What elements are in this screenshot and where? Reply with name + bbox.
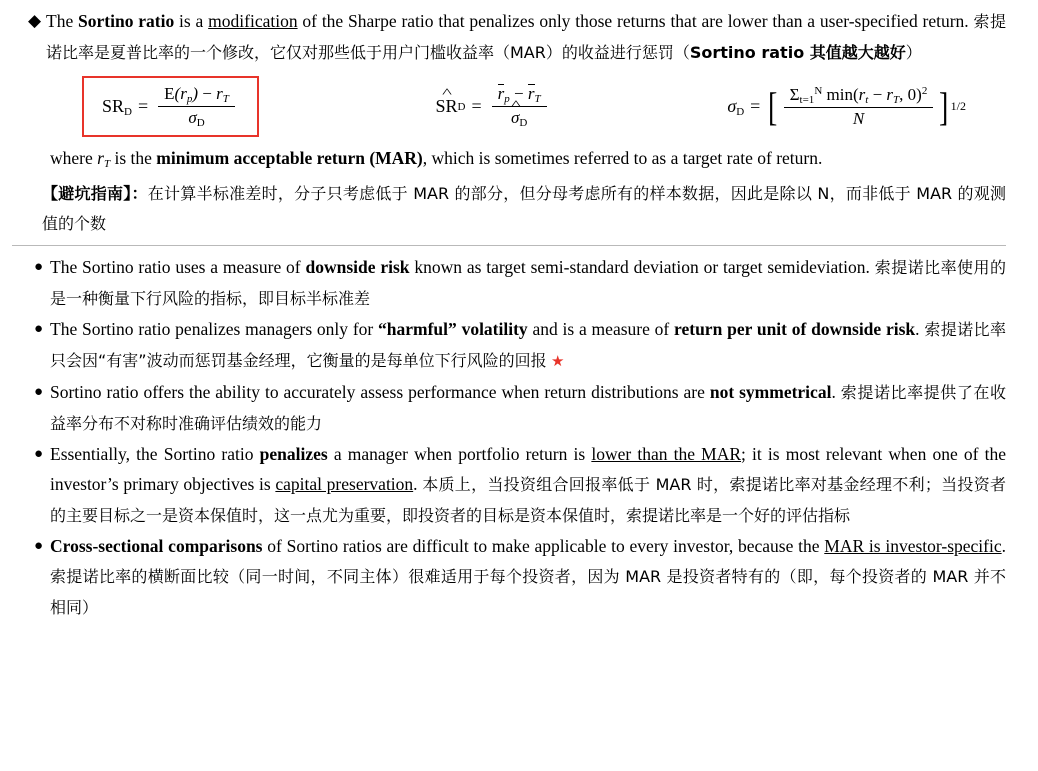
where-symbol: r [97, 148, 104, 168]
top-bold-sortino: Sortino ratio [78, 11, 175, 31]
seg-chinese: 索提诺比率的横断面比较（同一时间，不同主体）很难适用于每个投资者，因为 MAR 是投资者特有的（即，每个投资者的 MAR 并不相同） [50, 567, 1006, 617]
seg-chinese: 索提诺比率只会因“有害”波动而惩罚基金经理，它衡量的是每单位下行风险的回报 [50, 320, 1006, 370]
seg-text: and is a measure of [527, 319, 675, 339]
formula-1: $SR_D$ = $\frac{E(r_p) - r_T}{\sigma_D}$ [102, 84, 239, 129]
list-item-text [50, 531, 1006, 623]
bullet-list [12, 252, 1006, 623]
seg-bold: not symmetrical [709, 382, 832, 402]
tip-paragraph [12, 179, 1006, 239]
where-symbol-sub: T [103, 158, 111, 170]
list-item-text [50, 252, 1006, 314]
top-chinese-2: ） [905, 43, 922, 62]
top-chinese-1: 索提诺比率是夏普比率的一个修改，它仅对那些低于用户门槛收益率（MAR）的收益进行惩罚（ [46, 12, 1006, 62]
list-item [12, 252, 1006, 314]
list-item [12, 531, 1006, 623]
seg-text: of Sortino ratios are difficult to make applicable to every investor, because the [262, 536, 825, 556]
seg-text: . [831, 382, 841, 402]
tip-body: 在计算半标准差时，分子只考虑低于 MAR 的部分，但分母考虑所有的样本数据，因此是除以 N，而非低于 MAR 的观测值的个数 [42, 184, 1006, 233]
list-item-text [50, 439, 1006, 531]
list-item [12, 439, 1006, 531]
top-text-3: of the Sharpe ratio that penalizes only those returns that are lower than a user-specified return. [297, 11, 974, 31]
seg-underline: lower than the MAR [591, 444, 742, 464]
seg-chinese: 索提诺比率提供了在收益率分布不对称时准确评估绩效的能力 [50, 383, 1006, 433]
formula-2-estimated: ^ SR D = $r_p - r_T$ ^ $\sigma_D$ [436, 84, 551, 129]
seg-text: known as target semi-standard deviation or target semideviation. [409, 257, 875, 277]
dot-bullet-icon: ● [34, 538, 44, 554]
formula-sortino-boxed [82, 76, 259, 137]
list-item-text [50, 314, 1006, 377]
star-icon: ★ [550, 354, 565, 370]
diamond-bullet-icon: ◆ [28, 11, 42, 30]
where-line [12, 143, 1006, 179]
seg-text: . [915, 319, 925, 339]
seg-bold: penalizes [259, 444, 328, 464]
seg-text: Essentially, the Sortino ratio [50, 444, 260, 464]
seg-underline: MAR is investor-specific [824, 536, 1002, 556]
seg-underline: capital preservation [275, 474, 414, 494]
seg-text: a manager when portfolio return is [327, 444, 592, 464]
formula-row [12, 72, 1006, 141]
list-item-text [50, 377, 1006, 439]
top-text-2: is a [174, 11, 209, 31]
where-bold-mar: minimum acceptable return (MAR) [156, 148, 423, 168]
seg-text: The Sortino ratio penalizes managers only for [50, 319, 379, 339]
top-chinese-bold: Sortino ratio 其值越大越好 [689, 43, 906, 62]
seg-bold: return per unit of downside risk [674, 319, 916, 339]
dot-bullet-icon: ● [34, 384, 44, 400]
list-item [12, 314, 1006, 377]
dot-bullet-icon: ● [34, 259, 44, 275]
list-item [12, 377, 1006, 439]
seg-text: ; it is most relevant when one of the investor’s primary objectives is [50, 444, 1007, 494]
tip-heading: 【避坑指南】： [42, 184, 148, 203]
top-text-1: The [46, 11, 79, 31]
top-bullet-block [12, 6, 1006, 68]
where-t3: , which is sometimes referred to as a target rate of return. [422, 148, 823, 168]
where-t2: is the [110, 148, 157, 168]
seg-bold: downside risk [305, 257, 410, 277]
seg-text: . [1001, 536, 1006, 556]
top-bullet-text [46, 6, 1006, 68]
seg-text: The Sortino ratio uses a measure of [50, 257, 306, 277]
where-t1: where [50, 148, 98, 168]
seg-text: . [413, 474, 423, 494]
seg-bold: Cross-sectional comparisons [50, 536, 263, 556]
top-underline-modification: modification [208, 11, 298, 31]
seg-chinese: 索提诺比率使用的是一种衡量下行风险的指标，即目标半标准差 [50, 258, 1006, 308]
section-divider [12, 245, 1006, 246]
seg-text: Sortino ratio offers the ability to accurately assess performance when return distributions are [50, 382, 710, 402]
dot-bullet-icon: ● [34, 446, 44, 462]
seg-chinese: 本质上，当投资组合回报率低于 MAR 时，索提诺比率对基金经理不利；当投资者的主要目标之一是资本保值时，这一点尤为重要，即投资者的目标是资本保值时，索提诺比率是一个好的评估指标 [50, 475, 1007, 525]
seg-bold: “harmful” volatility [378, 319, 528, 339]
formula-3-sigma: $\sigma_D$ = [ $\frac{\Sigma_{t=1}^N \min(r_t - r_T, 0)^2}{N}$ ] 1/2 [727, 83, 966, 129]
dot-bullet-icon: ● [34, 321, 44, 337]
